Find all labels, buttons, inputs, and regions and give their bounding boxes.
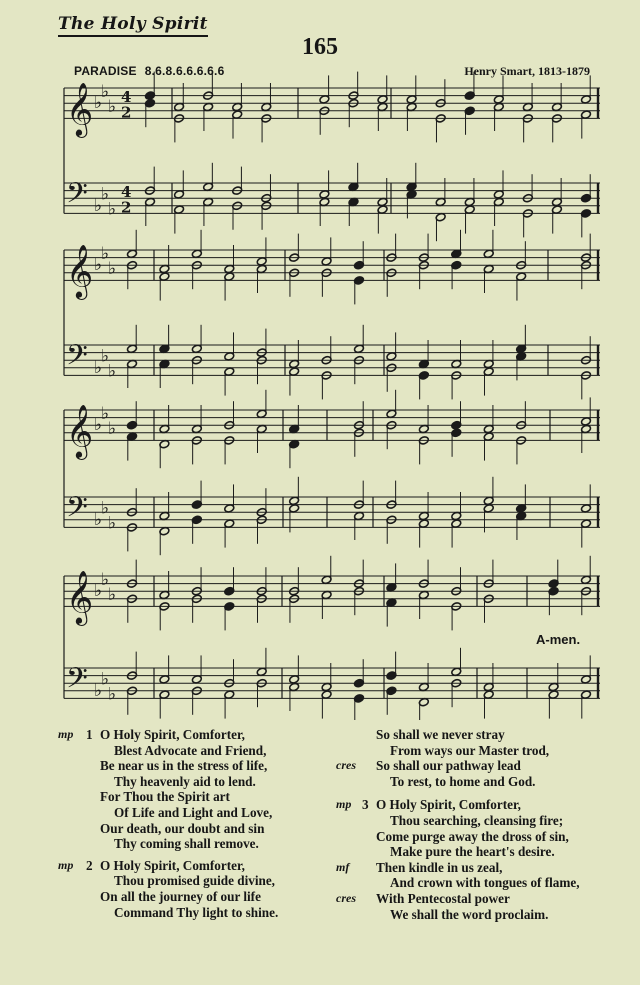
verse-line: We shall the word proclaim.: [390, 906, 549, 922]
dynamic-mark: cres: [336, 890, 356, 905]
bass-clef: 𝄢: [66, 338, 88, 379]
flat-sign: ♭: [108, 97, 117, 117]
verse-line: Thou searching, cleansing fire;: [390, 812, 564, 828]
flat-sign: ♭: [108, 259, 117, 279]
verse-line: Of Life and Light and Love,: [114, 804, 273, 820]
treble-clef: 𝄞: [66, 81, 94, 136]
composer: Henry Smart, 1813-1879: [464, 64, 590, 78]
time-signature-bottom: 2: [121, 103, 132, 122]
bass-clef: 𝄢: [66, 176, 88, 217]
amen-lyric: A-men.: [536, 632, 581, 647]
verse-line: O Holy Spirit, Comforter,: [100, 727, 245, 742]
verse-line: Thy coming shall remove.: [114, 836, 259, 852]
verse-line: Make pure the heart's desire.: [390, 844, 555, 860]
treble-clef: 𝄞: [66, 403, 94, 458]
treble-clef: 𝄞: [66, 243, 94, 298]
verse-line: Command Thy light to shine.: [114, 904, 279, 920]
treble-clef: 𝄞: [66, 569, 94, 624]
stanza-2: [58, 858, 308, 920]
tune-name: PARADISE: [74, 64, 137, 78]
dynamic-mark: cres: [336, 758, 356, 773]
flat-sign: ♭: [94, 255, 103, 276]
verse-line: On all the journey of our life: [100, 888, 261, 904]
bass-clef: 𝄢: [66, 490, 88, 531]
flat-sign: ♭: [108, 585, 117, 605]
verse-line: Be near us in the stress of life,: [100, 758, 268, 774]
flat-sign: ♭: [108, 199, 117, 220]
flat-sign: ♭: [108, 513, 117, 534]
dynamic-mark: mp: [336, 797, 352, 812]
flat-sign: ♭: [101, 669, 110, 690]
verse-line: From ways our Master trod,: [390, 742, 550, 758]
time-signature-bottom: 2: [121, 198, 132, 217]
flat-sign: ♭: [101, 569, 110, 590]
flat-sign: ♭: [94, 93, 103, 114]
verse-line: Our death, our doubt and sin: [100, 820, 265, 836]
flat-sign: ♭: [94, 581, 103, 602]
time-signature-top: 4: [121, 88, 132, 107]
verse-line: With Pentecostal power: [376, 890, 510, 906]
flat-sign: ♭: [94, 357, 103, 378]
flat-sign: ♭: [101, 498, 110, 519]
flat-sign: ♭: [101, 184, 110, 205]
meter: 8.6.8.6.6.6.6.6: [144, 64, 225, 78]
stanza-number: 1: [86, 727, 93, 742]
flat-sign: ♭: [101, 81, 110, 102]
stanza-number: 2: [86, 857, 93, 873]
flat-sign: ♭: [108, 361, 117, 382]
flat-sign: ♭: [94, 195, 103, 216]
verse-line: O Holy Spirit, Comforter,: [376, 797, 521, 813]
verses-right-column: [336, 727, 606, 922]
verse-line: So shall we never stray: [376, 727, 505, 742]
stanza-1: [58, 727, 308, 852]
dynamic-mark: mp: [58, 727, 74, 741]
flat-sign: ♭: [94, 680, 103, 701]
verse-line: For Thou the Spirit art: [100, 789, 230, 805]
flat-sign: ♭: [101, 403, 110, 424]
flat-sign: ♭: [101, 243, 110, 264]
verse-line: Blest Advocate and Friend,: [114, 742, 267, 758]
dynamic-mark: mp: [58, 857, 74, 872]
flat-sign: ♭: [108, 419, 117, 439]
verse-line: And crown with tongues of flame,: [390, 875, 580, 891]
stanza-2-continued: [336, 727, 606, 789]
stanza-3: [336, 797, 606, 922]
verses-left-column: [58, 727, 308, 920]
verse-line: Come purge away the dross of sin,: [376, 828, 569, 844]
flat-sign: ♭: [108, 684, 117, 705]
verse-line: O Holy Spirit, Comforter,: [100, 857, 245, 873]
stanza-number: 3: [362, 797, 369, 813]
dynamic-mark: mf: [336, 859, 350, 874]
verse-line: Thy heavenly aid to lend.: [114, 773, 256, 789]
verse-line: Thou promised guide divine,: [114, 873, 275, 889]
running-title: The Holy Spirit: [58, 14, 208, 37]
verse-line: To rest, to home and God.: [390, 773, 536, 789]
flat-sign: ♭: [94, 509, 103, 530]
time-signature-top: 4: [121, 183, 132, 202]
flat-sign: ♭: [101, 346, 110, 367]
verse-line: So shall our pathway lead: [376, 758, 521, 774]
flat-sign: ♭: [94, 415, 103, 436]
hymn-number: 165: [302, 34, 338, 60]
bass-clef: 𝄢: [66, 661, 88, 702]
verse-line: Then kindle in us zeal,: [376, 859, 503, 875]
